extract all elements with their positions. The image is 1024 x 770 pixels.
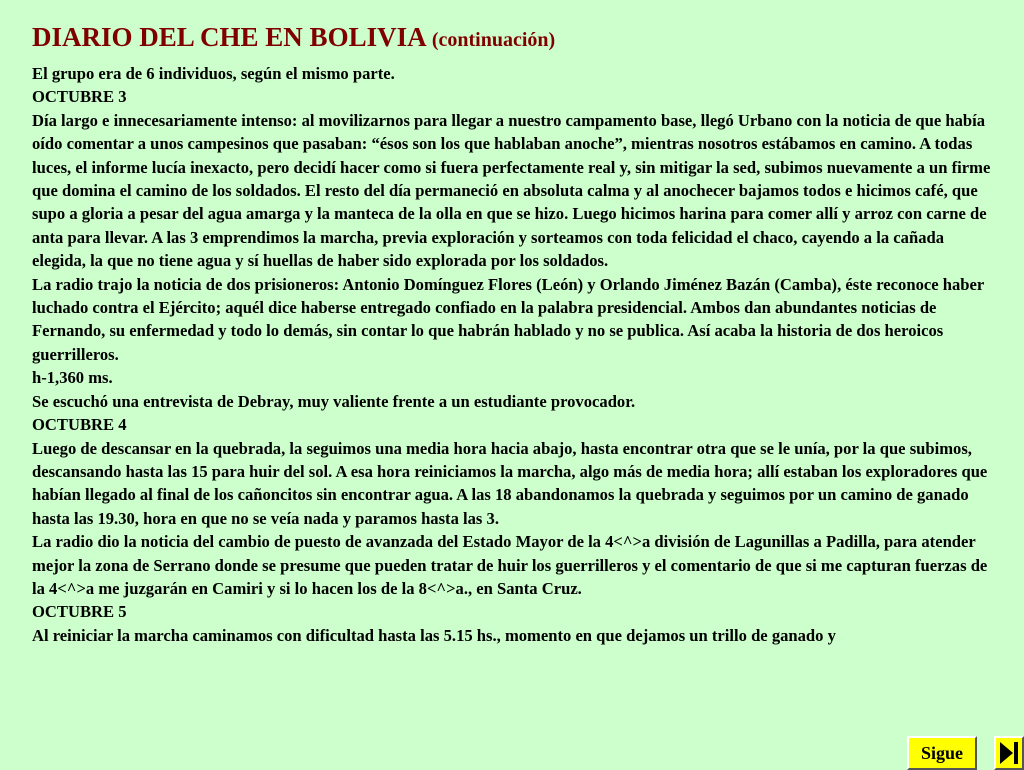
paragraph-oct-4-entry: Luego de descansar en la quebrada, la seguimos una media hora hacia abajo, hasta encontrar otra que se le unía, por la que subimos, descansando hasta las 15 para huir del sol. A esa hora reiniciamos la marcha, algo más de media hora; allí estaban los exploradores que habían llegado al final de los cañoncitos sin encontrar agua. A las 18 abandonamos la quebrada y seguimos por un camino de ganado hasta las 19.30, hora en que no se veía nada y paramos hasta las 3. bbox=[32, 438, 988, 528]
date-heading-oct-4: OCTUBRE 4 bbox=[32, 415, 127, 435]
date-heading-oct-5: OCTUBRE 5 bbox=[32, 602, 127, 622]
paragraph-oct-3-altitude: h-1,360 ms. bbox=[32, 368, 113, 388]
paragraph-oct-3-debray: Se escuchó una entrevista de Debray, muy valiente frente a un estudiante provocador. bbox=[32, 391, 636, 411]
paragraph-oct-3-entry: Día largo e innecesariamente intenso: al movilizarnos para llegar a nuestro campamento base, llegó Urbano con la noticia de que había oído comentar a unos campesinos que pasaban: “ésos son los que hablaban anoche”, mientras nosotros estábamos en camino. A todas luces, el informe lucía inexacto, pero decidí hacer como si fuera perfectamente real y, sin mitigar la sed, subimos nuevamente a un firme que domina el camino de los soldados. El resto del día permaneció en absoluta calma y al anochecer bajamos todos e hicimos café, que supo a gloria a pesar del agua amarga y la manteca de la olla en que se hizo. Luego hicimos harina para comer allí y arroz con carne de anta para llevar. A las 3 emprendimos la marcha, previa exploración y sorteamos con toda felicidad el chaco, cayendo a la cañada elegida, la que no tiene agua y sí huellas de haber sido explorada por los soldados. bbox=[32, 110, 991, 271]
end-button[interactable] bbox=[994, 736, 1024, 770]
date-heading-oct-3: OCTUBRE 3 bbox=[32, 87, 127, 107]
diary-text bbox=[32, 62, 1002, 647]
title-main: DIARIO DEL CHE EN BOLIVIA bbox=[32, 22, 426, 52]
paragraph-oct-4-radio: La radio dio la noticia del cambio de puesto de avanzada del Estado Mayor de la 4<^>a división de Lagunillas a Padilla, para atender mejor la zona de Serrano donde se presume que pueden tratar de huir los guerrilleros y el comentario de que si me capturan fuerzas de la 4<^>a me juzgarán en Camiri y si lo hacen los de la 8<^>a., en Santa Cruz. bbox=[32, 532, 988, 598]
skip-to-end-icon bbox=[996, 738, 1022, 768]
paragraph-oct-3-radio: La radio trajo la noticia de dos prisioneros: Antonio Domínguez Flores (León) y Orlando Jiménez Bazán (Camba), éste reconoce haber luchado contra el Ejército; aquél dice haberse entregado confiado en la palabra presidencial. Ambos dan abundantes noticias de Fernando, su enfermedad y todo lo demás, sin contar lo que habrán hablado y no se publica. Así acaba la historia de dos heroicos guerrilleros. bbox=[32, 274, 984, 364]
title-subtitle: (continuación) bbox=[431, 29, 556, 51]
next-button[interactable]: Sigue bbox=[907, 736, 977, 770]
paragraph-oct-5-entry: Al reiniciar la marcha caminamos con dificultad hasta las 5.15 hs., momento en que dejamos un trillo de ganado y bbox=[32, 625, 836, 645]
paragraph-intro: El grupo era de 6 individuos, según el mismo parte. bbox=[32, 64, 395, 83]
page-title bbox=[32, 20, 555, 57]
